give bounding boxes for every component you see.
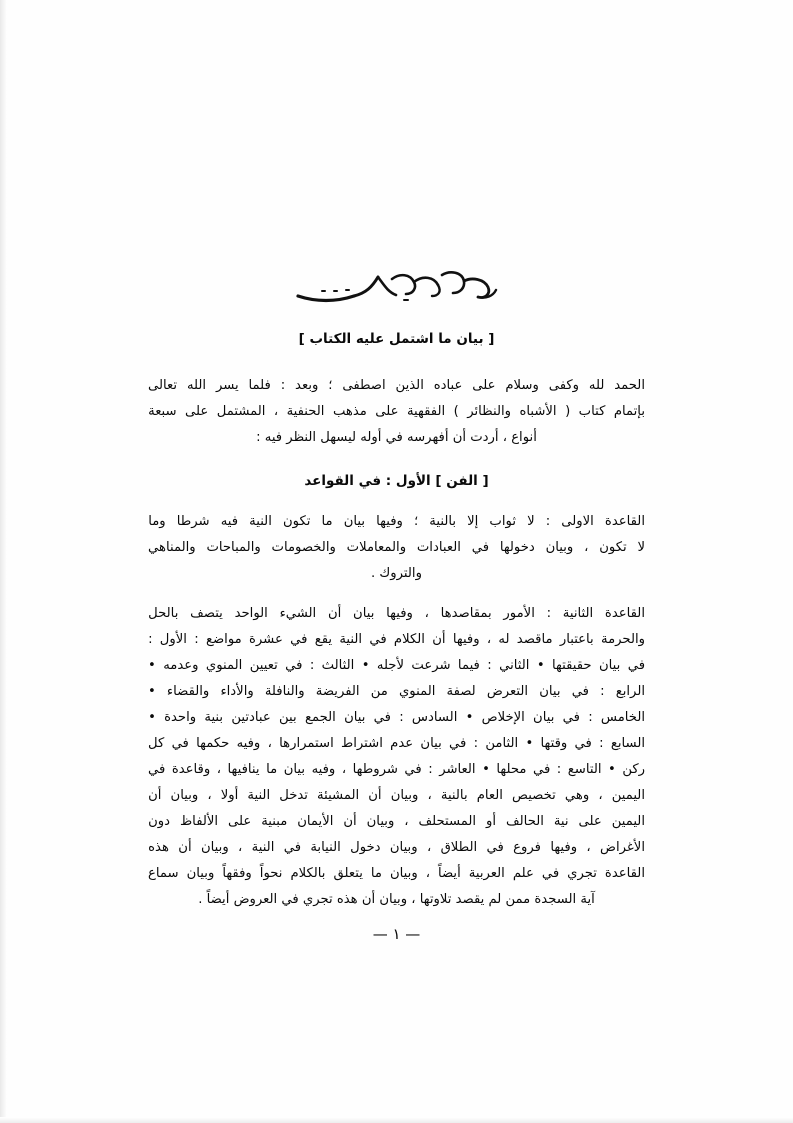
line-word: بيان — [343, 514, 366, 529]
line-word: على — [185, 404, 209, 419]
line-word: الذين — [395, 378, 424, 393]
line-word: بيان — [539, 684, 561, 699]
line-word: الأغراض — [600, 840, 645, 855]
line-word: يتصف — [190, 606, 223, 621]
line-word: بمقاصدها — [440, 606, 492, 621]
line-word: الثانية — [562, 606, 594, 621]
line-word: بإتمام — [613, 404, 645, 419]
line-word: ، — [273, 404, 279, 419]
line-word: وبيان — [366, 814, 395, 829]
section-heading-fann-awwal: [ الفن ] الأول : في القواعد — [304, 473, 489, 489]
line-word: وبيان — [389, 840, 418, 855]
line-word: القاعدة — [604, 606, 645, 621]
rule-one-paragraph — [148, 509, 645, 587]
text-line — [148, 705, 645, 731]
line-word: فيما — [457, 658, 480, 673]
line-word: تعيين — [249, 658, 278, 673]
line-word: لا — [527, 514, 535, 529]
line-word: في — [373, 710, 391, 725]
line-word: وبيان — [200, 840, 229, 855]
line-word: مبنية — [261, 814, 288, 829]
line-word: تجري — [567, 866, 597, 881]
line-word: • — [361, 658, 370, 673]
line-word: ، — [341, 762, 347, 777]
line-word: واحدة — [164, 710, 197, 725]
line-word: هذه — [148, 840, 169, 855]
line-word: على — [472, 378, 496, 393]
line-word: الأمور — [503, 606, 535, 621]
line-word: محلها — [496, 762, 527, 777]
text-line — [148, 835, 645, 861]
line-word: اليمين — [611, 788, 645, 803]
line-word: أن — [368, 788, 382, 803]
line-word: ، — [425, 866, 430, 881]
line-word: في — [290, 632, 308, 647]
line-word: النية — [339, 632, 363, 647]
line-text: والتروك . — [371, 566, 422, 581]
line-word: حقيقتها — [552, 658, 592, 673]
line-word: ثواب — [489, 514, 516, 529]
line-word: أن — [178, 840, 192, 855]
line-word: نحواً — [259, 866, 283, 881]
line-word: والنافلة — [264, 684, 305, 699]
text-line — [148, 783, 645, 809]
line-word: أو — [486, 814, 497, 829]
line-word: وفيه — [311, 762, 336, 777]
line-word: الألفاظ — [179, 814, 219, 829]
line-word: الرابع — [615, 684, 645, 699]
line-text: آية السجدة ممن لم يقصد تلاوتها ، وبيان أن هذه تجري في العروض أيضاً . — [198, 892, 595, 907]
line-word: بين — [279, 710, 297, 725]
line-word: : — [599, 736, 604, 751]
line-word: ، — [427, 788, 432, 803]
page-number: — ١ — — [372, 925, 421, 943]
text-line — [148, 425, 645, 451]
line-word: النية — [249, 514, 272, 529]
line-word: الشيء — [279, 606, 317, 621]
line-word: ما — [370, 866, 382, 881]
line-word: بالنية — [429, 514, 457, 529]
line-word: على — [578, 814, 602, 829]
text-line — [148, 627, 645, 653]
line-word: النية — [251, 840, 275, 855]
line-word: والحرمة — [601, 632, 645, 647]
line-word: العربية — [468, 866, 505, 881]
line-word: لله — [588, 378, 605, 393]
line-word: تكون — [282, 514, 311, 529]
line-word: مذهب — [332, 404, 367, 419]
line-word: عباده — [433, 378, 463, 393]
line-word: يسر — [215, 378, 239, 393]
line-word: الأيمان — [297, 814, 334, 829]
line-word: ، — [486, 632, 492, 647]
line-word: وعدمه — [163, 658, 199, 673]
line-word: • — [525, 736, 534, 751]
line-word: والأداء — [220, 684, 254, 699]
line-word: سبعة — [148, 404, 177, 419]
line-word: في — [148, 762, 166, 777]
line-word: بيان — [420, 736, 442, 751]
line-word: لأجله — [376, 658, 404, 673]
line-word: • — [465, 710, 474, 725]
chapter-subtitle-heading: [ بيان ما اشتمل عليه الكتاب ] — [298, 331, 495, 347]
line-word: • — [148, 658, 156, 673]
line-word: : — [487, 658, 492, 673]
line-word: اصطفى — [342, 378, 386, 393]
line-word: العاشر — [439, 762, 476, 777]
line-word: اشتراط — [341, 736, 383, 751]
line-word: ، — [267, 736, 272, 751]
line-word: أولا — [220, 788, 239, 803]
line-word: في — [486, 840, 504, 855]
line-word: وكفى — [548, 378, 580, 393]
line-word: عدم — [390, 736, 414, 751]
line-word: في — [285, 658, 303, 673]
line-word: وبعد — [295, 378, 319, 393]
line-word: الحالف — [506, 814, 544, 829]
line-word: بنية — [204, 710, 224, 725]
line-word: أن — [148, 788, 162, 803]
line-word: ) — [453, 404, 459, 419]
line-word: : — [556, 762, 562, 777]
line-word: بالنية — [440, 788, 468, 803]
line-word: الحمد — [614, 378, 645, 393]
line-word: إلا — [467, 514, 479, 529]
line-word: الجمع — [304, 710, 336, 725]
text-line — [148, 509, 645, 535]
line-word: وقتها — [540, 736, 568, 751]
line-word: ؛ — [328, 378, 333, 393]
line-word: : — [600, 684, 605, 699]
line-word: وفيها — [386, 606, 413, 621]
line-word: • — [148, 710, 156, 725]
line-word: الأول — [159, 632, 187, 647]
line-word: الفقهية — [406, 404, 446, 419]
line-word: وبيان — [390, 788, 419, 803]
line-word: العام — [476, 788, 503, 803]
text-line — [148, 373, 645, 399]
line-word: شرطا — [176, 514, 210, 529]
line-word: المشيئة — [317, 788, 360, 803]
line-word: : — [546, 606, 552, 621]
line-word: وفيها — [550, 840, 578, 855]
line-word: في — [562, 710, 580, 725]
line-word: النية — [247, 788, 271, 803]
line-word: فروع — [513, 840, 541, 855]
rule-two-paragraph — [148, 601, 645, 913]
line-word: الفريضة — [315, 684, 360, 699]
line-word: أن — [432, 632, 446, 647]
line-word: أيضاً — [437, 866, 461, 881]
line-word: ، — [216, 762, 221, 777]
line-word: دخولها — [499, 540, 535, 555]
line-word: العبادات — [416, 540, 461, 555]
line-word: بيان — [598, 658, 621, 673]
line-word: المستحلف — [418, 814, 477, 829]
line-word: الطلاق — [440, 840, 478, 855]
line-word: • — [536, 658, 545, 673]
line-word: لصفة — [446, 684, 476, 699]
line-word: لا — [637, 540, 645, 555]
line-word: على — [228, 814, 252, 829]
line-word: الاولى — [561, 514, 594, 529]
line-word: : — [428, 762, 433, 777]
text-line — [148, 653, 645, 679]
line-word: ؛ — [414, 514, 419, 529]
line-word: فيه — [220, 514, 239, 529]
line-word: الثالث — [321, 658, 355, 673]
scan-edge-bottom — [0, 1117, 793, 1123]
line-word: ينافيها — [227, 762, 260, 777]
line-word: في — [574, 736, 592, 751]
line-word: اليمين — [611, 814, 645, 829]
line-word: علم — [512, 866, 534, 881]
line-word: استمرارها — [279, 736, 334, 751]
line-word: في — [471, 540, 489, 555]
line-word: الخامس — [600, 710, 645, 725]
line-word: • — [608, 762, 616, 777]
line-word: وبيان — [170, 788, 199, 803]
line-word: : — [309, 658, 315, 673]
line-word: والمناهي — [148, 540, 196, 555]
line-word: الله — [186, 378, 207, 393]
text-line — [148, 601, 645, 627]
line-word: : — [588, 710, 593, 725]
line-word: القاعدة — [604, 514, 645, 529]
line-word: بيان — [344, 710, 366, 725]
line-word: الواحد — [234, 606, 268, 621]
line-word: دون — [148, 814, 171, 829]
line-word: على — [375, 404, 399, 419]
line-word: المشتمل — [216, 404, 266, 419]
line-word: الإخلاص — [481, 710, 525, 725]
line-word: والخصومات — [271, 540, 336, 555]
line-word: وبيان — [545, 540, 574, 555]
text-line — [148, 679, 645, 705]
line-word: له — [498, 632, 510, 647]
text-line — [148, 731, 645, 757]
line-word: وهي — [564, 788, 590, 803]
line-word: المنوي — [205, 658, 243, 673]
line-word: ، — [426, 840, 432, 855]
line-word: حكمها — [196, 736, 230, 751]
line-word: الكلام — [393, 632, 425, 647]
line-word: أن — [327, 606, 342, 621]
line-word: وفيه — [236, 736, 261, 751]
preface-paragraph — [148, 373, 645, 451]
line-word: من — [370, 684, 388, 699]
line-word: شروطها — [352, 762, 398, 777]
line-word: وقاعدة — [171, 762, 211, 777]
text-line — [148, 757, 645, 783]
line-word: في — [541, 866, 560, 881]
line-word: الثاني — [499, 658, 530, 673]
page-text-block — [148, 265, 645, 913]
line-word: بيان — [283, 762, 306, 777]
line-word: تكون — [599, 540, 627, 555]
line-word: ، — [586, 840, 591, 855]
line-word: في — [171, 736, 189, 751]
line-word: بيان — [533, 710, 555, 725]
line-word: مواضع — [205, 632, 242, 647]
line-word: السابع — [610, 736, 645, 751]
line-word: يقع — [314, 632, 333, 647]
line-word: تخصيص — [512, 788, 556, 803]
line-word: سماع — [148, 866, 179, 881]
text-line — [148, 861, 645, 887]
line-word: وسلام — [505, 378, 539, 393]
line-word: ، — [598, 788, 603, 803]
line-word: ماقصد — [516, 632, 553, 647]
line-word: ركن — [622, 762, 645, 777]
line-word: ، — [584, 540, 589, 555]
line-word: في — [369, 632, 387, 647]
line-word: في — [449, 736, 467, 751]
line-word: ، — [424, 606, 429, 621]
line-word: في — [571, 684, 589, 699]
line-word: القاعدة — [604, 866, 645, 881]
line-word: في — [627, 658, 645, 673]
line-word: والمعاملات — [346, 540, 407, 555]
line-word: نية — [553, 814, 569, 829]
line-word: : — [280, 378, 286, 393]
line-word: كل — [148, 736, 165, 751]
line-word: عشرة — [249, 632, 283, 647]
line-word: بالكلام — [290, 866, 326, 881]
text-line — [148, 535, 645, 561]
line-word: • — [148, 684, 156, 699]
line-word: يتعلق — [333, 866, 363, 881]
line-word: والنظائر — [467, 404, 511, 419]
line-word: ما — [266, 762, 278, 777]
line-word: : — [399, 710, 404, 725]
text-line — [148, 561, 645, 587]
line-word: المنوي — [398, 684, 436, 699]
scan-edge-left — [0, 0, 7, 1123]
line-word: الثامن — [485, 736, 519, 751]
text-line — [148, 399, 645, 425]
line-word: تدخل — [279, 788, 308, 803]
line-word: في — [404, 762, 422, 777]
line-word: : — [545, 514, 551, 529]
basmala-icon — [292, 265, 502, 309]
line-text: أنواع ، أردت أن أفهرسه في أوله ليسهل النظر فيه : — [256, 430, 537, 445]
line-word: وفيها — [376, 514, 403, 529]
line-word: ( — [565, 404, 571, 419]
line-word: فلما — [248, 378, 271, 393]
line-word: والقضاء — [166, 684, 210, 699]
line-word: أن — [343, 814, 357, 829]
line-word: ، — [404, 814, 409, 829]
line-word: النيابة — [310, 840, 341, 855]
line-word: وفقهاً — [222, 866, 252, 881]
line-word: وما — [148, 514, 166, 529]
line-word: السادس — [411, 710, 458, 725]
line-word: تعالى — [148, 378, 178, 393]
line-word: في — [532, 762, 551, 777]
basmala-calligraphy — [148, 265, 645, 309]
line-word: : — [473, 736, 479, 751]
line-word: : — [148, 632, 153, 647]
text-line — [148, 887, 645, 913]
line-word: دخول — [350, 840, 381, 855]
line-word: بيان — [353, 606, 375, 621]
line-word: كتاب — [578, 404, 606, 419]
line-word: وبيان — [186, 866, 215, 881]
line-word: • — [482, 762, 490, 777]
line-word: وفيها — [452, 632, 480, 647]
line-word: بالحل — [148, 606, 179, 621]
line-word: الحنفية — [286, 404, 325, 419]
line-word: الأشباه — [519, 404, 557, 419]
line-word: في — [283, 840, 302, 855]
line-word: وبيان — [389, 866, 418, 881]
line-word: التعرض — [486, 684, 529, 699]
line-word: ، — [238, 840, 243, 855]
line-word: عبادتين — [231, 710, 271, 725]
line-word: : — [194, 632, 199, 647]
line-word: ، — [207, 788, 212, 803]
line-word: شرعت — [411, 658, 451, 673]
line-word: باعتبار — [559, 632, 594, 647]
line-word: ما — [321, 514, 333, 529]
line-word: التاسع — [567, 762, 602, 777]
text-line — [148, 809, 645, 835]
line-word: والمباحات — [206, 540, 261, 555]
